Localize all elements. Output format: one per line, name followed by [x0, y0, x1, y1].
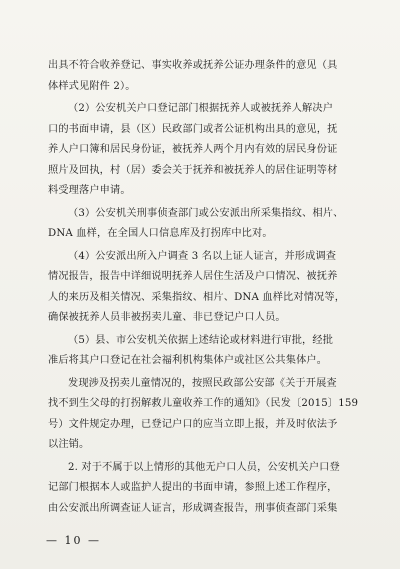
text-line: （2）公安机关户口登记部门根据抚养人或被抚养人解决户	[68, 103, 334, 114]
text-line: 情况报告，报告中详细说明抚养人居住生活及户口情况、被抚养	[48, 271, 338, 282]
text-line: （4）公安派出所入户调查 3 名以上证人证言，并形成调查	[68, 250, 337, 262]
text-line: 料受理落户申请。	[48, 185, 131, 196]
document-body	[48, 56, 364, 519]
text-line: 养人户口簿和居民身份证，被抚养人两个月内有效的居民身份证	[48, 144, 338, 155]
text-line: 发现涉及拐卖儿童情况的，按照民政部公安部《关于开展查	[68, 377, 337, 389]
text-line: DNA 血样，在全国人口信息库及打拐库中比对。	[48, 228, 273, 239]
text-line: 确保被抚养人员非被拐卖儿童、非已登记户口人员。	[48, 312, 286, 323]
text-line: 口的书面申请，县（区）民政部门或者公证机构出具的意见，抚	[48, 123, 338, 135]
text-line: 由公安派出所调查证人证言，形成调查报告，刑事侦查部门采集	[48, 502, 338, 514]
page-number: — 10 —	[46, 534, 101, 547]
text-line: 以注销。	[48, 439, 90, 450]
text-line: （3）公安机关刑事侦查部门或公安派出所采集指纹、相片、	[68, 207, 344, 219]
text-line: 找不到生父母的打拐解救儿童收养工作的通知》（民发〔2015〕159	[48, 398, 359, 409]
text-line: 出具不符合收养登记、事实收养或抚养公证办理条件的意见（具	[48, 60, 338, 71]
text-line: 准后将其户口登记在社会福利机构集体户或社区公共集体户。	[48, 355, 328, 366]
text-line: 人的来历及相关情况、采集指纹、相片、DNA 血样比对情况等，	[48, 291, 346, 303]
text-line: 记部门根据本人或监护人提出的书面申请，参照上述工作程序，	[48, 482, 338, 493]
text-line: 2. 对于不属于以上情形的其他无户口人员，公安机关户口登	[68, 461, 340, 473]
text-line: 照片及回执，村（居）委会关于抚养和被抚养人的居住证明等材	[48, 164, 338, 176]
text-line: （5）县、市公安机关依据上述结论或材料进行审批，经批	[68, 334, 334, 346]
text-line: 体样式见附件 2）。	[48, 80, 136, 92]
text-line: 号）文件规定办理，已登记户口的应当立即上报，并及时依法予	[48, 418, 338, 430]
